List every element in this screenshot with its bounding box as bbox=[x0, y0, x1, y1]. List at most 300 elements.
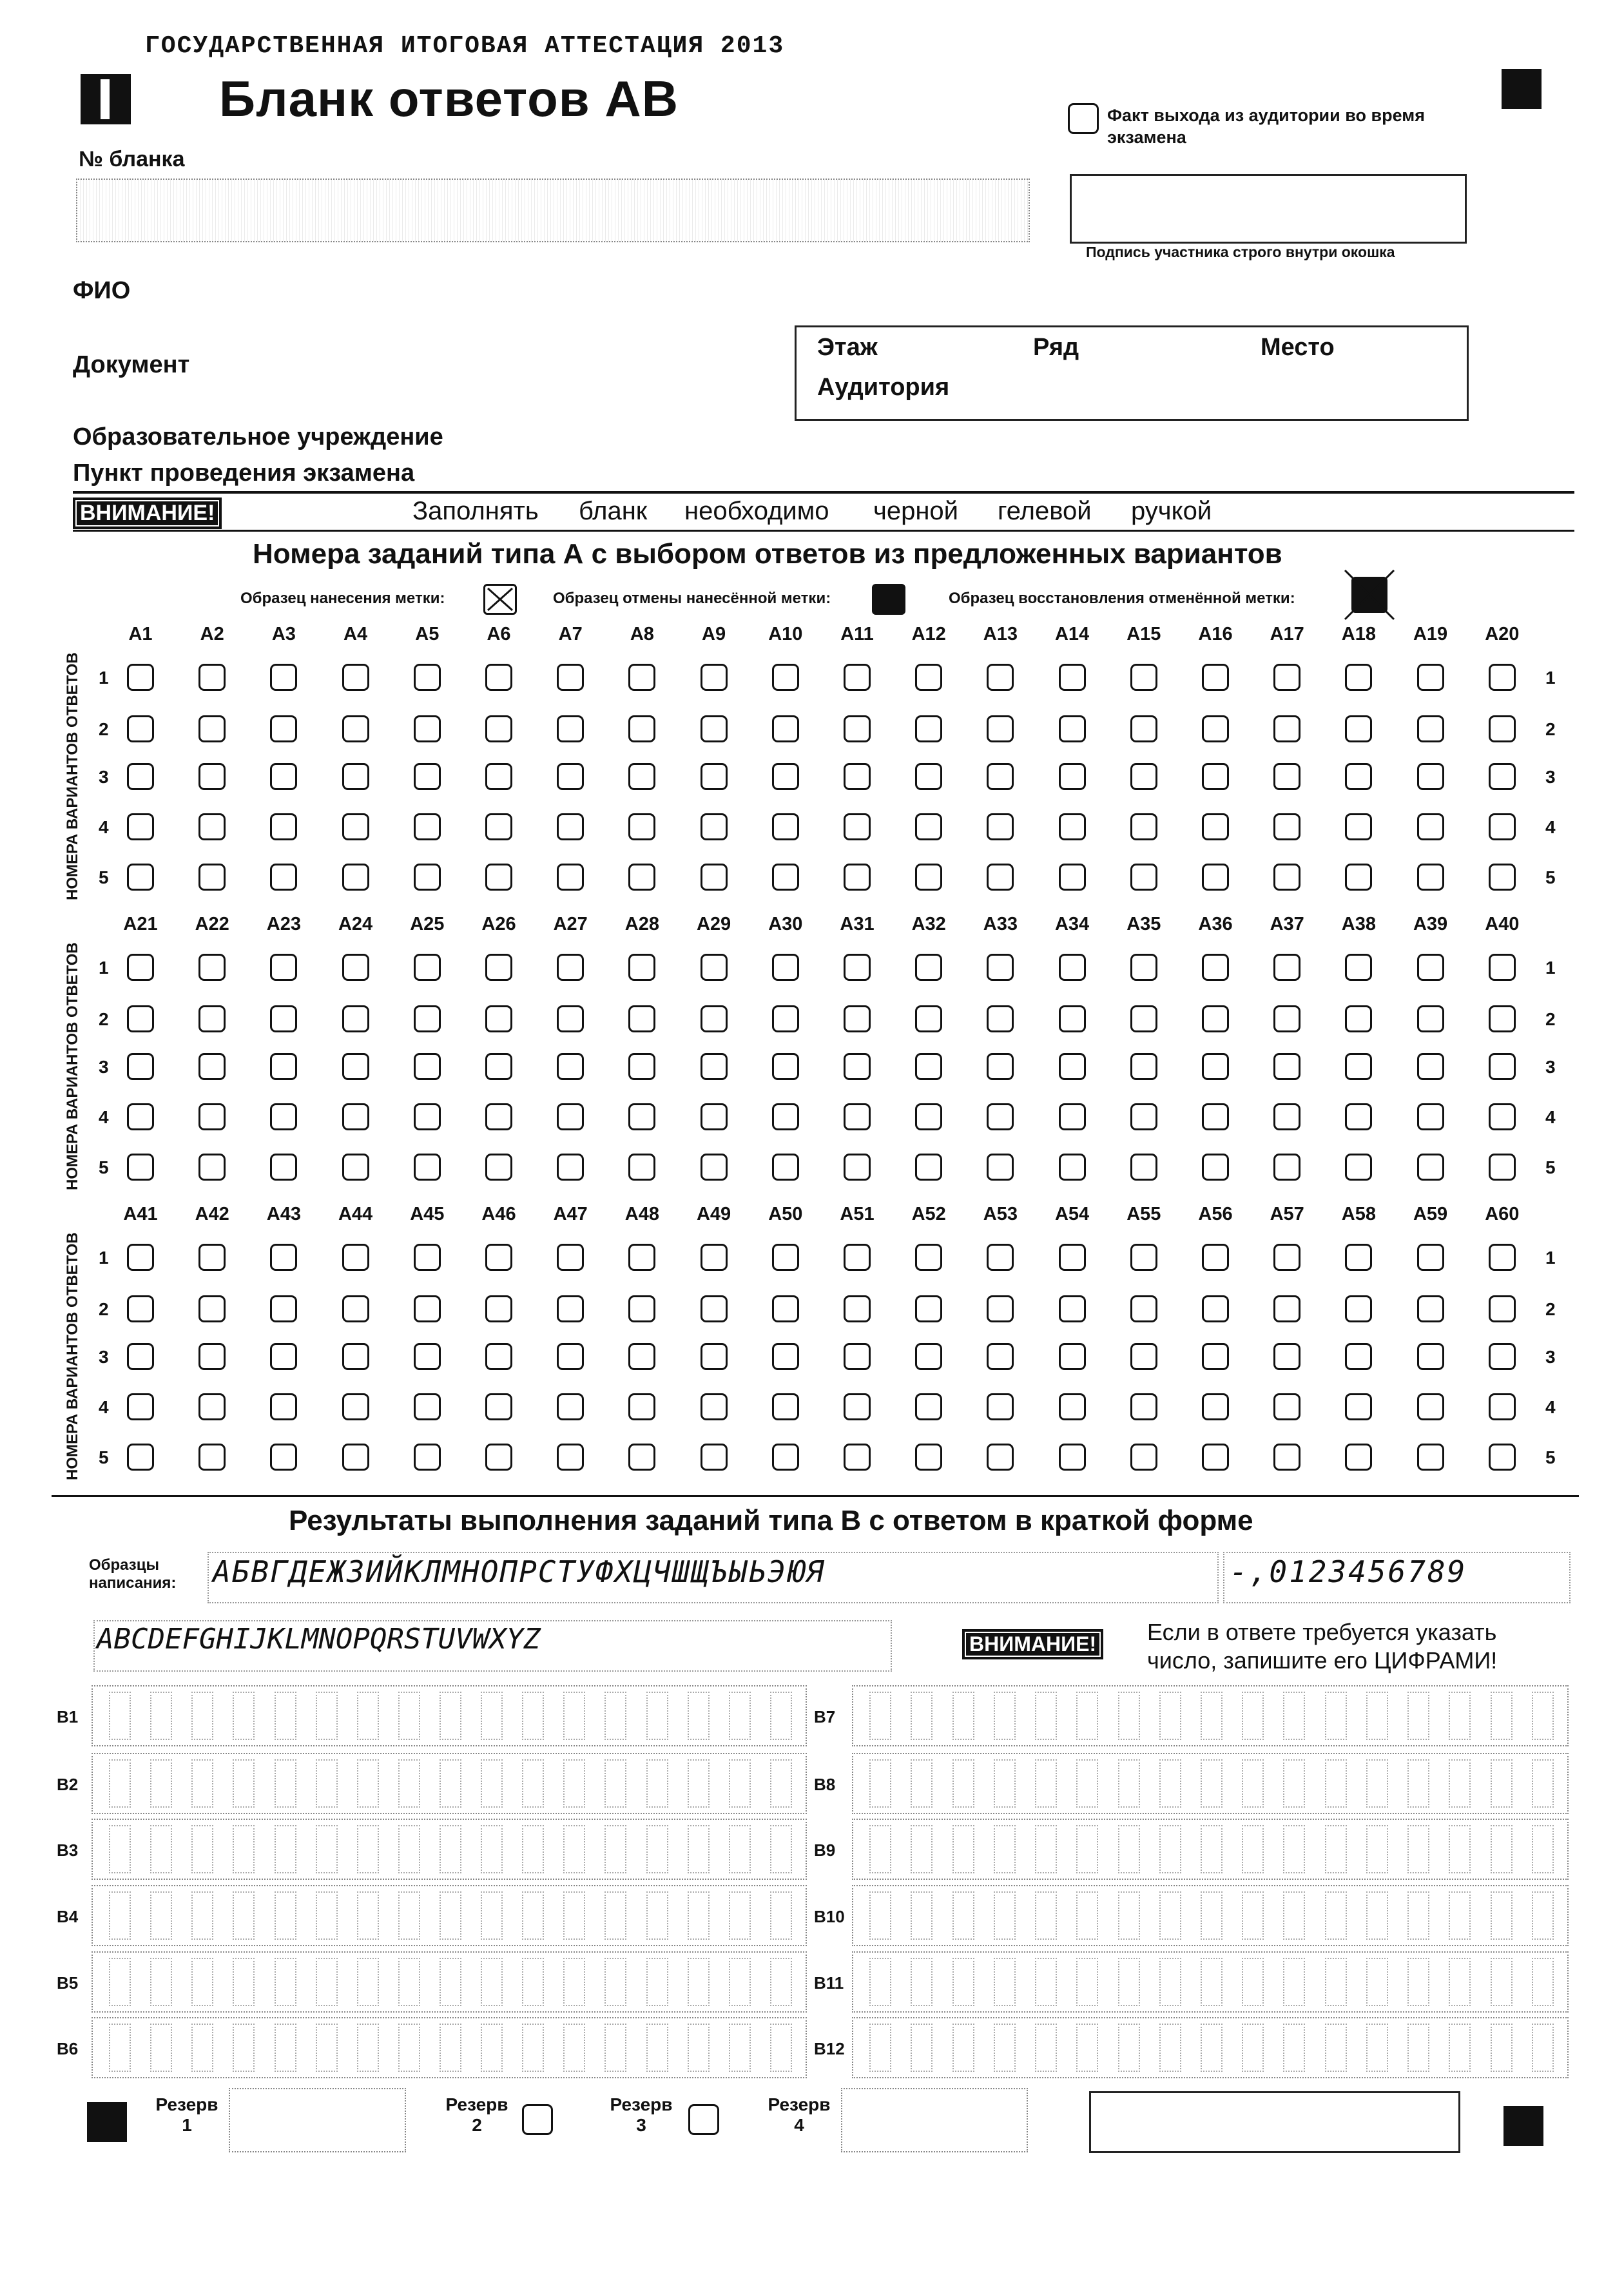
b-answer-cell[interactable] bbox=[481, 1692, 503, 1740]
answer-checkbox[interactable] bbox=[772, 1053, 799, 1080]
answer-checkbox[interactable] bbox=[557, 1053, 584, 1080]
answer-checkbox[interactable] bbox=[701, 1295, 728, 1322]
answer-checkbox[interactable] bbox=[557, 1005, 584, 1032]
b-answer-cell[interactable] bbox=[994, 1759, 1016, 1808]
b-answer-field[interactable] bbox=[92, 1819, 807, 1880]
answer-checkbox[interactable] bbox=[844, 1244, 871, 1271]
b-answer-cell[interactable] bbox=[316, 1759, 338, 1808]
answer-checkbox[interactable] bbox=[1273, 1244, 1300, 1271]
b-answer-cell[interactable] bbox=[1283, 1891, 1305, 1940]
answer-checkbox[interactable] bbox=[198, 1005, 226, 1032]
answer-checkbox[interactable] bbox=[485, 1244, 512, 1271]
answer-checkbox[interactable] bbox=[1417, 1244, 1444, 1271]
answer-checkbox[interactable] bbox=[628, 864, 655, 891]
answer-checkbox[interactable] bbox=[1417, 664, 1444, 691]
answer-checkbox[interactable] bbox=[628, 954, 655, 981]
b-answer-cell[interactable] bbox=[1532, 1825, 1554, 1873]
answer-checkbox[interactable] bbox=[1417, 1154, 1444, 1181]
answer-checkbox[interactable] bbox=[342, 1244, 369, 1271]
answer-checkbox[interactable] bbox=[772, 1393, 799, 1420]
b-answer-cell[interactable] bbox=[994, 1891, 1016, 1940]
answer-checkbox[interactable] bbox=[987, 1343, 1014, 1370]
b-answer-cell[interactable] bbox=[1242, 1692, 1264, 1740]
b-answer-cell[interactable] bbox=[1407, 1759, 1429, 1808]
answer-checkbox[interactable] bbox=[198, 715, 226, 742]
answer-checkbox[interactable] bbox=[1345, 1393, 1372, 1420]
answer-checkbox[interactable] bbox=[987, 864, 1014, 891]
b-answer-cell[interactable] bbox=[604, 1958, 626, 2006]
answer-checkbox[interactable] bbox=[414, 763, 441, 790]
b-answer-cell[interactable] bbox=[357, 1958, 379, 2006]
b-answer-cell[interactable] bbox=[275, 2024, 296, 2072]
answer-checkbox[interactable] bbox=[270, 664, 297, 691]
b-answer-cell[interactable] bbox=[275, 1891, 296, 1940]
answer-checkbox[interactable] bbox=[414, 1103, 441, 1130]
answer-checkbox[interactable] bbox=[127, 1393, 154, 1420]
b-answer-cell[interactable] bbox=[150, 1825, 172, 1873]
answer-checkbox[interactable] bbox=[1273, 763, 1300, 790]
answer-checkbox[interactable] bbox=[772, 954, 799, 981]
b-answer-cell[interactable] bbox=[1076, 1759, 1098, 1808]
answer-checkbox[interactable] bbox=[628, 1053, 655, 1080]
answer-checkbox[interactable] bbox=[844, 1393, 871, 1420]
b-answer-cell[interactable] bbox=[770, 1891, 792, 1940]
answer-checkbox[interactable] bbox=[915, 864, 942, 891]
b-answer-cell[interactable] bbox=[398, 1958, 420, 2006]
b-answer-cell[interactable] bbox=[440, 2024, 461, 2072]
answer-checkbox[interactable] bbox=[1489, 1103, 1516, 1130]
b-answer-cell[interactable] bbox=[1366, 1759, 1388, 1808]
b-answer-cell[interactable] bbox=[604, 2024, 626, 2072]
answer-checkbox[interactable] bbox=[1059, 763, 1086, 790]
answer-checkbox[interactable] bbox=[557, 715, 584, 742]
b-answer-cell[interactable] bbox=[1407, 1891, 1429, 1940]
b-answer-cell[interactable] bbox=[398, 1891, 420, 1940]
answer-checkbox[interactable] bbox=[1489, 763, 1516, 790]
b-answer-cell[interactable] bbox=[440, 1825, 461, 1873]
b-answer-cell[interactable] bbox=[1283, 1759, 1305, 1808]
b-answer-cell[interactable] bbox=[522, 1692, 544, 1740]
answer-checkbox[interactable] bbox=[1130, 1154, 1157, 1181]
b-answer-cell[interactable] bbox=[688, 2024, 710, 2072]
answer-checkbox[interactable] bbox=[270, 763, 297, 790]
b-answer-cell[interactable] bbox=[1201, 2024, 1223, 2072]
answer-checkbox[interactable] bbox=[987, 1103, 1014, 1130]
b-answer-cell[interactable] bbox=[1449, 1692, 1471, 1740]
b-answer-cell[interactable] bbox=[1201, 1891, 1223, 1940]
b-answer-cell[interactable] bbox=[1449, 1759, 1471, 1808]
answer-checkbox[interactable] bbox=[342, 1295, 369, 1322]
b-answer-cell[interactable] bbox=[522, 1825, 544, 1873]
b-answer-cell[interactable] bbox=[1076, 1825, 1098, 1873]
answer-checkbox[interactable] bbox=[342, 664, 369, 691]
answer-checkbox[interactable] bbox=[1417, 864, 1444, 891]
b-answer-cell[interactable] bbox=[994, 1692, 1016, 1740]
answer-checkbox[interactable] bbox=[701, 1444, 728, 1471]
answer-checkbox[interactable] bbox=[414, 1005, 441, 1032]
b-answer-cell[interactable] bbox=[109, 1891, 131, 1940]
answer-checkbox[interactable] bbox=[414, 1343, 441, 1370]
answer-checkbox[interactable] bbox=[701, 763, 728, 790]
answer-checkbox[interactable] bbox=[1345, 954, 1372, 981]
b-answer-cell[interactable] bbox=[233, 1891, 255, 1940]
answer-checkbox[interactable] bbox=[1130, 813, 1157, 840]
answer-checkbox[interactable] bbox=[701, 715, 728, 742]
answer-checkbox[interactable] bbox=[844, 1444, 871, 1471]
answer-checkbox[interactable] bbox=[1489, 1244, 1516, 1271]
b-answer-field[interactable] bbox=[852, 1819, 1569, 1880]
answer-checkbox[interactable] bbox=[198, 864, 226, 891]
b-answer-cell[interactable] bbox=[729, 1958, 751, 2006]
b-answer-cell[interactable] bbox=[481, 1759, 503, 1808]
b-answer-cell[interactable] bbox=[357, 1825, 379, 1873]
answer-checkbox[interactable] bbox=[1489, 1444, 1516, 1471]
answer-checkbox[interactable] bbox=[1273, 954, 1300, 981]
answer-checkbox[interactable] bbox=[557, 1393, 584, 1420]
b-answer-cell[interactable] bbox=[1118, 1825, 1140, 1873]
b-answer-cell[interactable] bbox=[869, 1759, 891, 1808]
b-answer-field[interactable] bbox=[92, 1885, 807, 1946]
answer-checkbox[interactable] bbox=[270, 1444, 297, 1471]
answer-checkbox[interactable] bbox=[1489, 1053, 1516, 1080]
answer-checkbox[interactable] bbox=[915, 1103, 942, 1130]
b-answer-cell[interactable] bbox=[233, 1825, 255, 1873]
answer-checkbox[interactable] bbox=[628, 813, 655, 840]
signature-box[interactable] bbox=[1070, 174, 1467, 244]
b-answer-cell[interactable] bbox=[952, 1825, 974, 1873]
answer-checkbox[interactable] bbox=[1059, 1005, 1086, 1032]
b-answer-cell[interactable] bbox=[1532, 1759, 1554, 1808]
answer-checkbox[interactable] bbox=[1489, 864, 1516, 891]
b-answer-cell[interactable] bbox=[1159, 1692, 1181, 1740]
answer-checkbox[interactable] bbox=[915, 1343, 942, 1370]
answer-checkbox[interactable] bbox=[1489, 715, 1516, 742]
b-answer-cell[interactable] bbox=[233, 1958, 255, 2006]
answer-checkbox[interactable] bbox=[342, 1005, 369, 1032]
answer-checkbox[interactable] bbox=[270, 1154, 297, 1181]
answer-checkbox[interactable] bbox=[198, 1444, 226, 1471]
bottom-code-box[interactable] bbox=[1089, 2091, 1460, 2153]
b-answer-cell[interactable] bbox=[911, 1825, 933, 1873]
b-answer-cell[interactable] bbox=[357, 1692, 379, 1740]
answer-checkbox[interactable] bbox=[772, 763, 799, 790]
answer-checkbox[interactable] bbox=[557, 1154, 584, 1181]
answer-checkbox[interactable] bbox=[1345, 864, 1372, 891]
b-answer-cell[interactable] bbox=[316, 1891, 338, 1940]
answer-checkbox[interactable] bbox=[628, 1295, 655, 1322]
b-answer-cell[interactable] bbox=[952, 1958, 974, 2006]
b-answer-cell[interactable] bbox=[869, 2024, 891, 2072]
answer-checkbox[interactable] bbox=[270, 954, 297, 981]
answer-checkbox[interactable] bbox=[628, 1393, 655, 1420]
b-answer-cell[interactable] bbox=[233, 1759, 255, 1808]
answer-checkbox[interactable] bbox=[1059, 864, 1086, 891]
b-answer-cell[interactable] bbox=[316, 1958, 338, 2006]
b-answer-field[interactable] bbox=[852, 1951, 1569, 2013]
b-answer-cell[interactable] bbox=[440, 1958, 461, 2006]
answer-checkbox[interactable] bbox=[557, 864, 584, 891]
answer-checkbox[interactable] bbox=[915, 1244, 942, 1271]
b-answer-cell[interactable] bbox=[1491, 1692, 1513, 1740]
b-answer-cell[interactable] bbox=[688, 1891, 710, 1940]
answer-checkbox[interactable] bbox=[1417, 1053, 1444, 1080]
answer-checkbox[interactable] bbox=[1273, 864, 1300, 891]
b-answer-cell[interactable] bbox=[688, 1825, 710, 1873]
b-answer-cell[interactable] bbox=[398, 1825, 420, 1873]
answer-checkbox[interactable] bbox=[1273, 1154, 1300, 1181]
b-answer-cell[interactable] bbox=[770, 1825, 792, 1873]
b-answer-cell[interactable] bbox=[191, 2024, 213, 2072]
b-answer-cell[interactable] bbox=[1491, 1891, 1513, 1940]
b-answer-cell[interactable] bbox=[1035, 1958, 1057, 2006]
answer-checkbox[interactable] bbox=[1489, 1154, 1516, 1181]
b-answer-cell[interactable] bbox=[1242, 1825, 1264, 1873]
b-answer-cell[interactable] bbox=[275, 1825, 296, 1873]
answer-checkbox[interactable] bbox=[557, 813, 584, 840]
answer-checkbox[interactable] bbox=[414, 1244, 441, 1271]
b-answer-cell[interactable] bbox=[1449, 1958, 1471, 2006]
b-answer-cell[interactable] bbox=[275, 1958, 296, 2006]
answer-checkbox[interactable] bbox=[342, 813, 369, 840]
b-answer-cell[interactable] bbox=[1159, 1891, 1181, 1940]
answer-checkbox[interactable] bbox=[1489, 1343, 1516, 1370]
b-answer-cell[interactable] bbox=[150, 1891, 172, 1940]
answer-checkbox[interactable] bbox=[1059, 1103, 1086, 1130]
answer-checkbox[interactable] bbox=[342, 1393, 369, 1420]
answer-checkbox[interactable] bbox=[1202, 1444, 1229, 1471]
answer-checkbox[interactable] bbox=[1059, 1393, 1086, 1420]
b-answer-cell[interactable] bbox=[952, 1759, 974, 1808]
b-answer-cell[interactable] bbox=[688, 1759, 710, 1808]
answer-checkbox[interactable] bbox=[1202, 864, 1229, 891]
answer-checkbox[interactable] bbox=[987, 954, 1014, 981]
answer-checkbox[interactable] bbox=[1059, 1154, 1086, 1181]
b-answer-cell[interactable] bbox=[440, 1891, 461, 1940]
answer-checkbox[interactable] bbox=[485, 1295, 512, 1322]
answer-checkbox[interactable] bbox=[701, 1103, 728, 1130]
answer-checkbox[interactable] bbox=[1273, 1444, 1300, 1471]
answer-checkbox[interactable] bbox=[1345, 1103, 1372, 1130]
b-answer-cell[interactable] bbox=[522, 1891, 544, 1940]
b-answer-cell[interactable] bbox=[1076, 1891, 1098, 1940]
answer-checkbox[interactable] bbox=[1130, 1005, 1157, 1032]
answer-checkbox[interactable] bbox=[198, 664, 226, 691]
b-answer-cell[interactable] bbox=[275, 1692, 296, 1740]
b-answer-cell[interactable] bbox=[109, 1759, 131, 1808]
reserve-2-checkbox[interactable] bbox=[522, 2104, 553, 2135]
answer-checkbox[interactable] bbox=[701, 1053, 728, 1080]
answer-checkbox[interactable] bbox=[1345, 763, 1372, 790]
answer-checkbox[interactable] bbox=[915, 763, 942, 790]
answer-checkbox[interactable] bbox=[557, 1103, 584, 1130]
answer-checkbox[interactable] bbox=[1273, 715, 1300, 742]
answer-checkbox[interactable] bbox=[1273, 1053, 1300, 1080]
b-answer-cell[interactable] bbox=[1491, 1825, 1513, 1873]
b-answer-cell[interactable] bbox=[1118, 1692, 1140, 1740]
b-answer-field[interactable] bbox=[852, 1753, 1569, 1814]
answer-checkbox[interactable] bbox=[1059, 1343, 1086, 1370]
answer-checkbox[interactable] bbox=[628, 1444, 655, 1471]
answer-checkbox[interactable] bbox=[1202, 1053, 1229, 1080]
answer-checkbox[interactable] bbox=[342, 1343, 369, 1370]
answer-checkbox[interactable] bbox=[1059, 715, 1086, 742]
b-answer-cell[interactable] bbox=[604, 1891, 626, 1940]
answer-checkbox[interactable] bbox=[1489, 1393, 1516, 1420]
b-answer-cell[interactable] bbox=[1159, 2024, 1181, 2072]
b-answer-cell[interactable] bbox=[1201, 1825, 1223, 1873]
answer-checkbox[interactable] bbox=[270, 1393, 297, 1420]
b-answer-cell[interactable] bbox=[911, 1759, 933, 1808]
answer-checkbox[interactable] bbox=[198, 1103, 226, 1130]
b-answer-cell[interactable] bbox=[770, 2024, 792, 2072]
b-answer-cell[interactable] bbox=[1491, 2024, 1513, 2072]
b-answer-cell[interactable] bbox=[911, 2024, 933, 2072]
answer-checkbox[interactable] bbox=[1059, 1244, 1086, 1271]
b-answer-cell[interactable] bbox=[522, 1759, 544, 1808]
answer-checkbox[interactable] bbox=[1273, 1393, 1300, 1420]
answer-checkbox[interactable] bbox=[987, 1154, 1014, 1181]
answer-checkbox[interactable] bbox=[557, 1343, 584, 1370]
b-answer-cell[interactable] bbox=[275, 1759, 296, 1808]
answer-checkbox[interactable] bbox=[1417, 1393, 1444, 1420]
b-answer-cell[interactable] bbox=[1449, 2024, 1471, 2072]
b-answer-cell[interactable] bbox=[233, 2024, 255, 2072]
reserve-4-field[interactable] bbox=[841, 2088, 1028, 2152]
b-answer-cell[interactable] bbox=[1407, 1825, 1429, 1873]
answer-checkbox[interactable] bbox=[342, 1103, 369, 1130]
answer-checkbox[interactable] bbox=[127, 763, 154, 790]
answer-checkbox[interactable] bbox=[198, 763, 226, 790]
answer-checkbox[interactable] bbox=[628, 1244, 655, 1271]
answer-checkbox[interactable] bbox=[557, 664, 584, 691]
answer-checkbox[interactable] bbox=[844, 954, 871, 981]
answer-checkbox[interactable] bbox=[844, 864, 871, 891]
b-answer-cell[interactable] bbox=[1159, 1759, 1181, 1808]
answer-checkbox[interactable] bbox=[1130, 864, 1157, 891]
answer-checkbox[interactable] bbox=[485, 1343, 512, 1370]
answer-checkbox[interactable] bbox=[701, 1393, 728, 1420]
answer-checkbox[interactable] bbox=[1345, 1005, 1372, 1032]
b-answer-cell[interactable] bbox=[150, 1958, 172, 2006]
b-answer-cell[interactable] bbox=[1532, 2024, 1554, 2072]
b-answer-cell[interactable] bbox=[1366, 1891, 1388, 1940]
b-answer-field[interactable] bbox=[852, 2017, 1569, 2078]
answer-checkbox[interactable] bbox=[342, 954, 369, 981]
answer-checkbox[interactable] bbox=[1130, 1053, 1157, 1080]
answer-checkbox[interactable] bbox=[628, 1005, 655, 1032]
answer-checkbox[interactable] bbox=[1273, 664, 1300, 691]
blank-number-field[interactable] bbox=[76, 179, 1030, 242]
b-answer-cell[interactable] bbox=[911, 1958, 933, 2006]
answer-checkbox[interactable] bbox=[844, 1343, 871, 1370]
b-answer-cell[interactable] bbox=[911, 1891, 933, 1940]
answer-checkbox[interactable] bbox=[342, 864, 369, 891]
answer-checkbox[interactable] bbox=[1417, 1343, 1444, 1370]
answer-checkbox[interactable] bbox=[127, 1343, 154, 1370]
answer-checkbox[interactable] bbox=[701, 664, 728, 691]
answer-checkbox[interactable] bbox=[772, 1343, 799, 1370]
b-answer-cell[interactable] bbox=[150, 1759, 172, 1808]
answer-checkbox[interactable] bbox=[1345, 1244, 1372, 1271]
answer-checkbox[interactable] bbox=[485, 1005, 512, 1032]
answer-checkbox[interactable] bbox=[414, 664, 441, 691]
answer-checkbox[interactable] bbox=[915, 1154, 942, 1181]
answer-checkbox[interactable] bbox=[1417, 1103, 1444, 1130]
b-answer-cell[interactable] bbox=[688, 1958, 710, 2006]
b-answer-cell[interactable] bbox=[1242, 2024, 1264, 2072]
answer-checkbox[interactable] bbox=[772, 1444, 799, 1471]
answer-checkbox[interactable] bbox=[342, 715, 369, 742]
answer-checkbox[interactable] bbox=[1059, 1444, 1086, 1471]
b-answer-cell[interactable] bbox=[1242, 1891, 1264, 1940]
answer-checkbox[interactable] bbox=[772, 813, 799, 840]
b-answer-cell[interactable] bbox=[1407, 2024, 1429, 2072]
b-answer-field[interactable] bbox=[92, 1753, 807, 1814]
b-answer-cell[interactable] bbox=[1201, 1692, 1223, 1740]
answer-checkbox[interactable] bbox=[987, 1005, 1014, 1032]
b-answer-cell[interactable] bbox=[604, 1759, 626, 1808]
answer-checkbox[interactable] bbox=[844, 763, 871, 790]
b-answer-cell[interactable] bbox=[1325, 1958, 1347, 2006]
b-answer-cell[interactable] bbox=[1283, 1692, 1305, 1740]
b-answer-cell[interactable] bbox=[191, 1891, 213, 1940]
answer-checkbox[interactable] bbox=[772, 1295, 799, 1322]
b-answer-cell[interactable] bbox=[563, 1891, 585, 1940]
b-answer-cell[interactable] bbox=[1366, 2024, 1388, 2072]
b-answer-cell[interactable] bbox=[1118, 1891, 1140, 1940]
answer-checkbox[interactable] bbox=[1130, 1244, 1157, 1271]
b-answer-cell[interactable] bbox=[481, 2024, 503, 2072]
b-answer-cell[interactable] bbox=[1076, 1692, 1098, 1740]
answer-checkbox[interactable] bbox=[1130, 1103, 1157, 1130]
b-answer-cell[interactable] bbox=[1532, 1891, 1554, 1940]
b-answer-cell[interactable] bbox=[1449, 1891, 1471, 1940]
answer-checkbox[interactable] bbox=[485, 1444, 512, 1471]
b-answer-cell[interactable] bbox=[316, 2024, 338, 2072]
b-answer-cell[interactable] bbox=[1118, 1759, 1140, 1808]
b-answer-cell[interactable] bbox=[1035, 1825, 1057, 1873]
answer-checkbox[interactable] bbox=[127, 813, 154, 840]
answer-checkbox[interactable] bbox=[127, 1053, 154, 1080]
answer-checkbox[interactable] bbox=[1202, 715, 1229, 742]
b-answer-cell[interactable] bbox=[440, 1759, 461, 1808]
answer-checkbox[interactable] bbox=[557, 1444, 584, 1471]
answer-checkbox[interactable] bbox=[1130, 664, 1157, 691]
b-answer-cell[interactable] bbox=[646, 1825, 668, 1873]
answer-checkbox[interactable] bbox=[198, 1154, 226, 1181]
answer-checkbox[interactable] bbox=[1202, 763, 1229, 790]
reserve-1-field[interactable] bbox=[229, 2088, 406, 2152]
b-answer-cell[interactable] bbox=[1159, 1825, 1181, 1873]
answer-checkbox[interactable] bbox=[127, 1295, 154, 1322]
b-answer-cell[interactable] bbox=[1407, 1692, 1429, 1740]
answer-checkbox[interactable] bbox=[772, 864, 799, 891]
b-answer-cell[interactable] bbox=[729, 2024, 751, 2072]
answer-checkbox[interactable] bbox=[127, 1244, 154, 1271]
b-answer-cell[interactable] bbox=[398, 1692, 420, 1740]
answer-checkbox[interactable] bbox=[1489, 813, 1516, 840]
answer-checkbox[interactable] bbox=[1345, 1154, 1372, 1181]
b-answer-field[interactable] bbox=[92, 1951, 807, 2013]
answer-checkbox[interactable] bbox=[628, 1343, 655, 1370]
answer-checkbox[interactable] bbox=[1417, 1444, 1444, 1471]
answer-checkbox[interactable] bbox=[844, 813, 871, 840]
b-answer-cell[interactable] bbox=[563, 1825, 585, 1873]
b-answer-cell[interactable] bbox=[1283, 1825, 1305, 1873]
b-answer-cell[interactable] bbox=[770, 1759, 792, 1808]
answer-checkbox[interactable] bbox=[1202, 1244, 1229, 1271]
answer-checkbox[interactable] bbox=[485, 1053, 512, 1080]
